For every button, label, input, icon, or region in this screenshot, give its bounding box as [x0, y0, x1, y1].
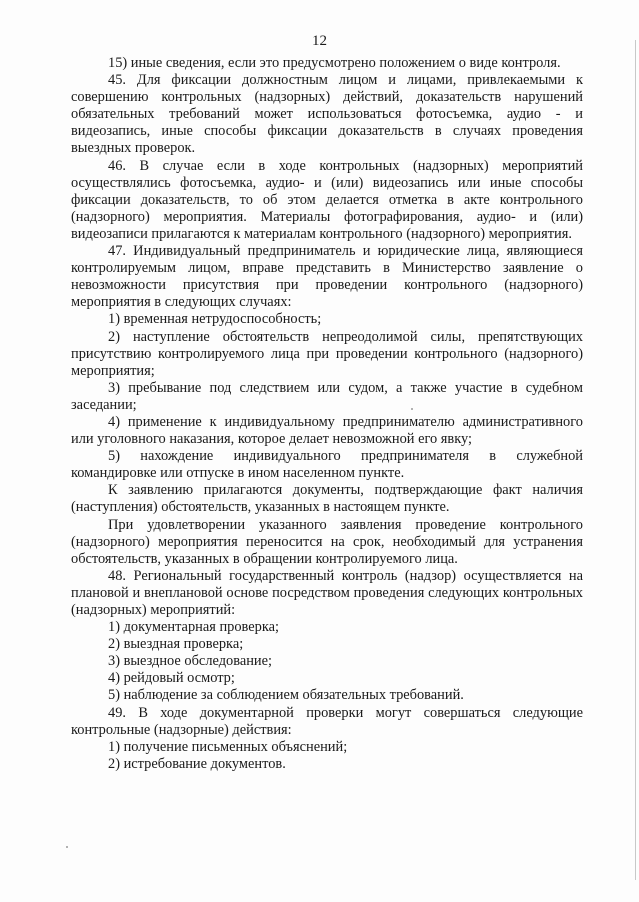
paragraph-item-15: 15) иные сведения, если это предусмотрено положением о виде контроля. — [108, 55, 561, 71]
paragraph-45: 45. Для фиксации должностным лицом и лицами, привлекаемыми к совершению контрольных (надзорных) действий, доказательств нарушений обязательных требований может использоваться фотосъемка, аудио - и видеозапись, иные способы фиксации доказательств в случаях проведения выездных проверок. — [71, 72, 583, 157]
paragraph-46: 46. В случае если в ходе контрольных (надзорных) мероприятий осуществлялись фотосъемка, аудио- и (или) видеозапись или иные способы фиксации доказательств, то об этом делается отметка в акте контрольного (надзорного) мероприятия. Материалы фотографирования, аудио- и (или) видеозаписи прилагаются к материалам контрольного (надзорного) мероприятия. — [71, 157, 583, 242]
list-item: 2) выездная проверка; — [108, 636, 244, 653]
document-body — [71, 55, 583, 773]
list-item: 2) истребование документов. — [108, 755, 286, 772]
list-item: 2) наступление обстоятельств непреодолимой силы, препятствующих присутствию контролируемого лица при проведении контрольного (надзорного) мероприятия; — [71, 328, 583, 379]
list-item: 1) документарная проверка; — [108, 619, 279, 636]
list-item: 4) применение к индивидуальному предпринимателю административного или уголовного наказания, которое делает невозможной его явку; — [71, 413, 583, 448]
list-item: 5) наблюдение за соблюдением обязательных требований. — [108, 687, 464, 704]
paragraph-48: 48. Региональный государственный контроль (надзор) осуществляется на плановой и внеплановой основе посредством проведения следующих контрольных (надзорных) мероприятий: — [71, 567, 583, 618]
list-item: 1) получение письменных объяснений; — [108, 738, 348, 755]
paragraph-attachments: К заявлению прилагаются документы, подтверждающие факт наличия (наступления) обстоятельств, указанных в настоящем пункте. — [71, 482, 583, 516]
list-item: 5) нахождение индивидуального предпринимателя в служебной командировке или отпуске в ином населенном пункте. — [71, 448, 583, 482]
scan-edge-line — [635, 40, 636, 880]
paragraph-47: 47. Индивидуальный предприниматель и юридические лица, являющиеся контролируемым лицом, вправе представить в Министерство заявление о невозможности присутствия при проведении контрольного (надзорного) мероприятия в следующих случаях: — [71, 243, 583, 311]
list-item: 4) рейдовый осмотр; — [108, 670, 235, 687]
scan-speck — [66, 846, 68, 848]
list-item: 3) выездное обследование; — [108, 653, 272, 670]
paragraph-postponement: При удовлетворении указанного заявления проведение контрольного (надзорного) мероприятия переносится на срок, необходимый для устранения обстоятельств, указанных в обращении контролируемого лица. — [71, 516, 583, 567]
list-item: 3) пребывание под следствием или судом, а также участие в судебном заседании; — [71, 379, 583, 413]
paragraph-49: 49. В ходе документарной проверки могут совершаться следующие контрольные (надзорные) действия: — [71, 704, 583, 738]
list-item: 1) временная нетрудоспособность; — [108, 311, 322, 328]
page-number: 12 — [312, 33, 327, 49]
